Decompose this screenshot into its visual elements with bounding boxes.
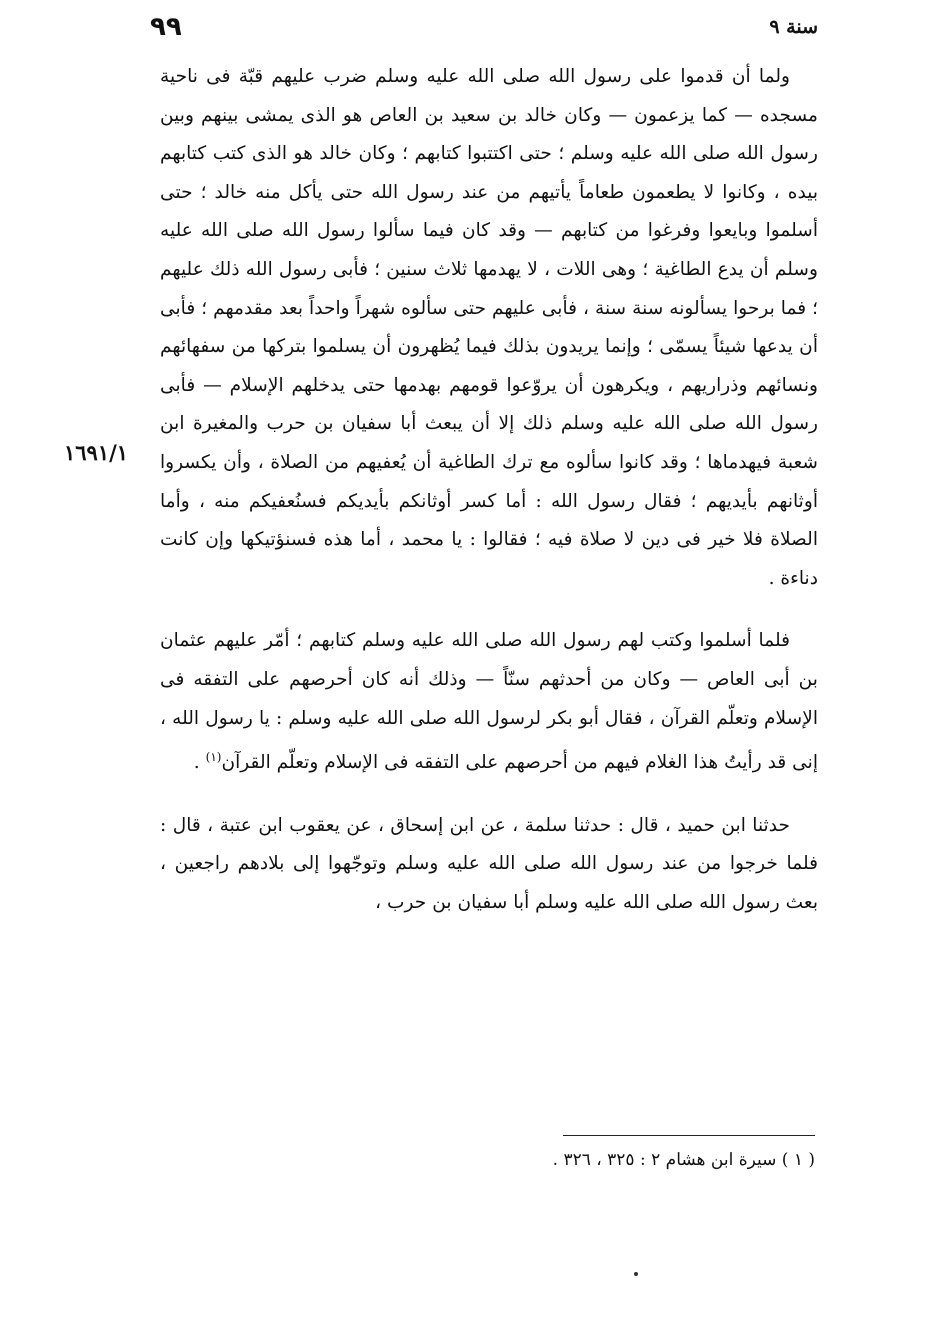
paragraph-2-end: .: [193, 752, 206, 774]
footnote: ( ١ ) سيرة ابن هشام ٢ : ٣٢٥ ، ٣٢٦ .: [552, 1150, 815, 1170]
paragraph-2: [160, 622, 818, 783]
paragraph-gap: [160, 783, 818, 807]
paragraph-3: حدثنا ابن حميد ، قال : حدثنا سلمة ، عن ابن إسحاق ، عن يعقوب ابن عتبة ، قال : فلما خرجوا من عند رسول الله صلى الله عليه وسلم وتوجّهوا إلى بلادهم راجعين ، بعث رسول الله صلى الله عليه وسلم أبا سفيان بن حرب ،: [160, 814, 818, 914]
paragraph-1: ولما أن قدموا على رسول الله صلى الله عليه وسلم ضرب عليهم قبّة فى ناحية مسجده — كما يزعمون — وكان خالد بن سعيد بن العاص هو الذى يمشى بينهم وبين رسول الله صلى الله عليه وسلم ؛ حتى اكتتبوا كتابهم ؛ وكان خالد هو الذى كتب كتابهم بيده ، وكانوا لا يطعمون طعاماً يأتيهم من عند رسول الله حتى يأكل منه خالد ؛ حتى أسلموا وبايعوا وفرغوا من كتابهم — وقد كان فيما سألوا رسول الله صلى الله عليه وسلم أن يدع الطاغية ؛ وهى اللات ، لا يهدمها ثلاث سنين ؛ فأبى رسول الله ذلك عليهم ؛ فما برحوا يسألونه سنة سنة ، فأبى عليهم حتى سألوه شهراً واحداً بعد مقدمهم ؛ فأبى أن يدعها شيئاً يسمّى ؛ وإنما يريدون بذلك فيما يُظهرون أن يسلموا بتركها من سفهائهم ونسائهم وذراريهم ، ويكرهون أن يروّعوا قومهم بهدمها حتى يدخلهم الإسلام — فأبى رسول الله صلى الله عليه وسلم ذلك إلا أن يبعث أبا سفيان بن حرب والمغيرة ابن شعبة فيهدماها ؛ وقد كانوا سألوه مع ترك الطاغية أن يُعفيهم من الصلاة ، وأن يكسروا أوثانهم بأيديهم ؛ فقال رسول الله : أما كسر أوثانكم بأيديكم فسنُعفيكم منه ، وأما الصلاة فلا خير فى دين لا صلاة فيه ؛ فقالوا : يا محمد ، أما هذه فسنؤتيكها وإن كانت دناءة .: [160, 66, 818, 589]
running-head: [150, 12, 818, 46]
year-header: سنة ٩: [769, 16, 818, 38]
main-text: [160, 58, 818, 923]
page-number: ٩٩: [150, 12, 182, 42]
print-speck: [634, 1272, 638, 1276]
paragraph-gap: [160, 598, 818, 622]
footnote-divider: [563, 1135, 815, 1136]
paragraph-2-text: فلما أسلموا وكتب لهم رسول الله صلى الله عليه وسلم كتابهم ؛ أمّر عليهم عثمان بن أبى العاص — وكان من أحدثهم سنّاً — وذلك أنه كان أحرصهم على التفقه فى الإسلام وتعلّم القرآن ، فقال أبو بكر لرسول الله صلى الله عليه وسلم : يا رسول الله ، إنى قد رأيتُ هذا الغلام فيهم من أحرصهم على التفقه فى الإسلام وتعلّم القرآن: [160, 630, 818, 774]
footnote-marker: (١): [205, 750, 222, 765]
margin-reference: ١٦٩١/١: [64, 440, 129, 465]
